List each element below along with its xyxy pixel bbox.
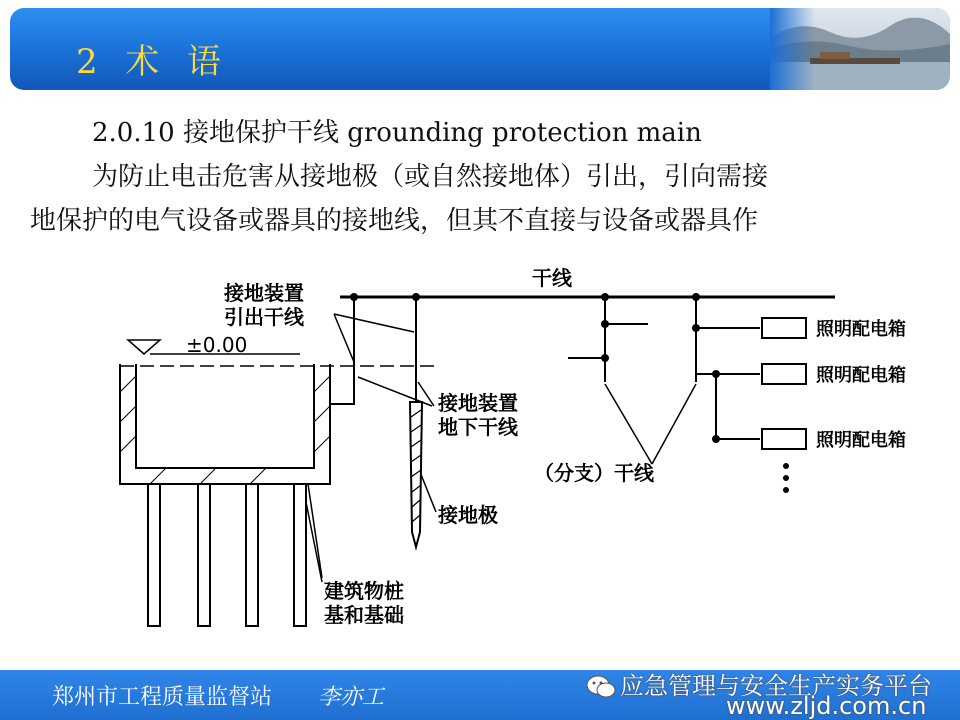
term-line: 2.0.10 接地保护干线 grounding protection main (92, 118, 702, 148)
distribution-box (762, 318, 806, 338)
distribution-box-label: 照明配电箱 (816, 365, 906, 386)
watermark-url: www.zljd.com.cn (726, 692, 927, 720)
pile (198, 484, 210, 626)
footer-author: 李亦工 (318, 685, 385, 710)
wechat-icon (586, 674, 616, 700)
distribution-box-label: 照明配电箱 (816, 319, 906, 340)
elevation-marker (128, 340, 160, 354)
foundation-outer (120, 364, 330, 484)
elevation-label: ±0.00 (186, 333, 248, 357)
definition-line-2: 地保护的电气设备或器具的接地线，但其不直接与设备或器具作 (30, 206, 759, 236)
watermark (586, 664, 956, 720)
branch-label: （分支）干线 (534, 461, 654, 485)
pile-label-1: 建筑物桩 (324, 579, 404, 603)
continuation-dot (783, 475, 789, 481)
continuation-dot (783, 463, 789, 469)
lead-out-label-1: 接地装置 (224, 281, 304, 305)
pile (246, 484, 258, 626)
pile (294, 484, 306, 626)
foundation-inner (136, 364, 314, 468)
electrode-label: 接地极 (438, 503, 498, 527)
header-bar (10, 8, 950, 90)
pile-label-2: 基和基础 (324, 603, 404, 627)
underground-label-1: 接地装置 (438, 391, 518, 415)
lead-out-label-2: 引出干线 (224, 305, 304, 329)
grounding-electrode (410, 402, 422, 547)
content-area (0, 92, 960, 670)
grounding-diagram (0, 92, 960, 670)
pile (148, 484, 160, 626)
distribution-box (762, 364, 806, 384)
main-trunk-label: 干线 (532, 266, 572, 290)
footer-organization: 郑州市工程质量监督站 (52, 685, 273, 710)
definition-line-1: 为防止电击危害从接地极（或自然接地体）引出，引向需接 (92, 162, 769, 192)
underground-label-2: 地下干线 (438, 415, 518, 439)
continuation-dot (783, 487, 789, 493)
lead-out-conductor (330, 297, 354, 404)
watermark-platform: 应急管理与安全生产实务平台 (620, 672, 932, 700)
distribution-box (762, 429, 806, 449)
distribution-box-label: 照明配电箱 (816, 430, 906, 451)
slide-title: 2 术 语 (76, 42, 223, 82)
header-photo (770, 8, 950, 90)
